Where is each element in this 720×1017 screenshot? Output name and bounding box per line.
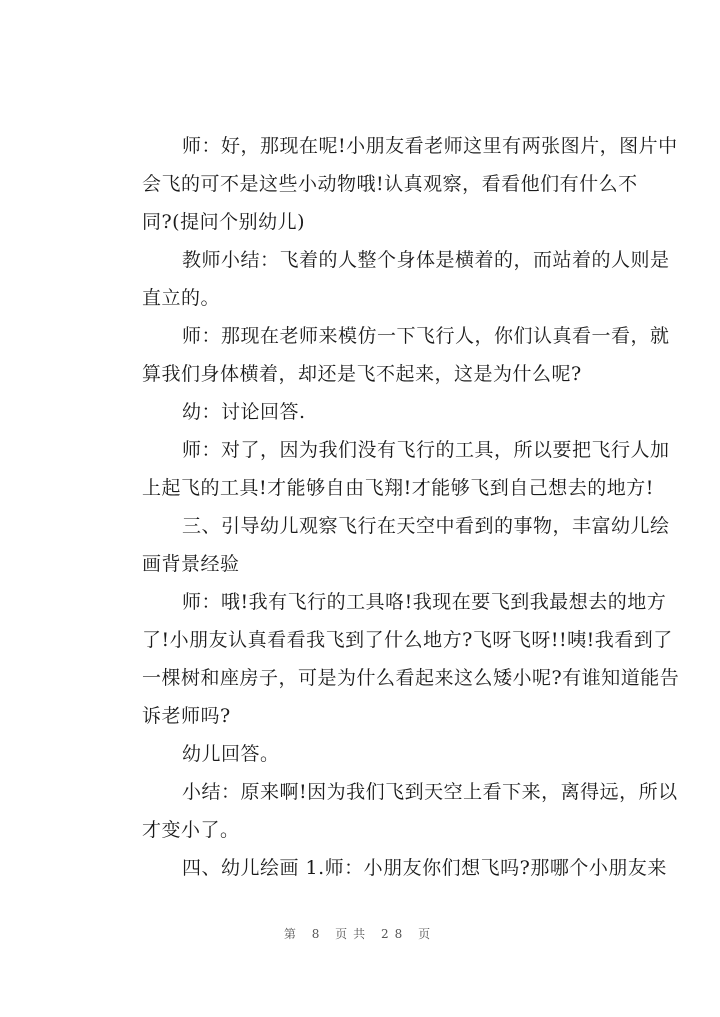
text-line: 才变小了。	[142, 819, 240, 841]
text-line: 画背景经验	[142, 553, 240, 575]
text-line: 三、引导幼儿观察飞行在天空中看到的事物，丰富幼儿绘	[182, 515, 670, 537]
text-line: 师：那现在老师来模仿一下飞行人，你们认真看一看，就	[182, 325, 670, 347]
text-line: 小结：原来啊!因为我们飞到天空上看下来，离得远，所以	[182, 781, 678, 803]
paragraph	[102, 849, 667, 887]
text-line: 上起飞的工具!才能够自由飞翔!才能够飞到自己想去的地方!	[142, 477, 654, 499]
text-line: 四、幼儿绘画 1.师：小朋友你们想飞吗?那哪个小朋友来	[182, 857, 667, 879]
text-line: 幼：讨论回答.	[182, 401, 306, 423]
text-line: 师：哦!我有飞行的工具咯!我现在要飞到我最想去的地方	[182, 591, 667, 613]
document-body	[102, 127, 680, 887]
text-line: 师：对了，因为我们没有飞行的工具，所以要把飞行人加	[182, 439, 670, 461]
paragraph	[102, 241, 670, 317]
text-line: 算我们身体横着，却还是飞不起来，这是为什么呢?	[142, 363, 582, 385]
paragraph	[102, 583, 680, 735]
text-line: 直立的。	[142, 287, 221, 309]
paragraph	[102, 773, 678, 849]
text-line: 教师小结：飞着的人整个身体是横着的，而站着的人则是	[182, 249, 670, 271]
paragraph	[102, 393, 648, 431]
text-line: 了!小朋友认真看看我飞到了什么地方?飞呀飞呀!!咦!我看到了	[142, 629, 673, 651]
text-line: 师：好，那现在呢!小朋友看老师这里有两张图片，图片中	[182, 135, 678, 157]
paragraph	[102, 431, 670, 507]
paragraph	[102, 507, 670, 583]
paragraph	[102, 317, 670, 393]
text-line: 幼儿回答。	[182, 743, 280, 765]
text-line: 诉老师吗?	[142, 705, 231, 727]
page-number-footer: 第 8 页共 28 页	[283, 927, 437, 941]
paragraph	[102, 127, 678, 241]
text-line: 同?(提问个别幼儿)	[142, 211, 306, 233]
text-line: 一棵树和座房子，可是为什么看起来这么矮小呢?有谁知道能告	[142, 667, 680, 689]
text-line: 会飞的可不是这些小动物哦!认真观察，看看他们有什么不	[142, 173, 638, 195]
paragraph	[102, 735, 648, 773]
